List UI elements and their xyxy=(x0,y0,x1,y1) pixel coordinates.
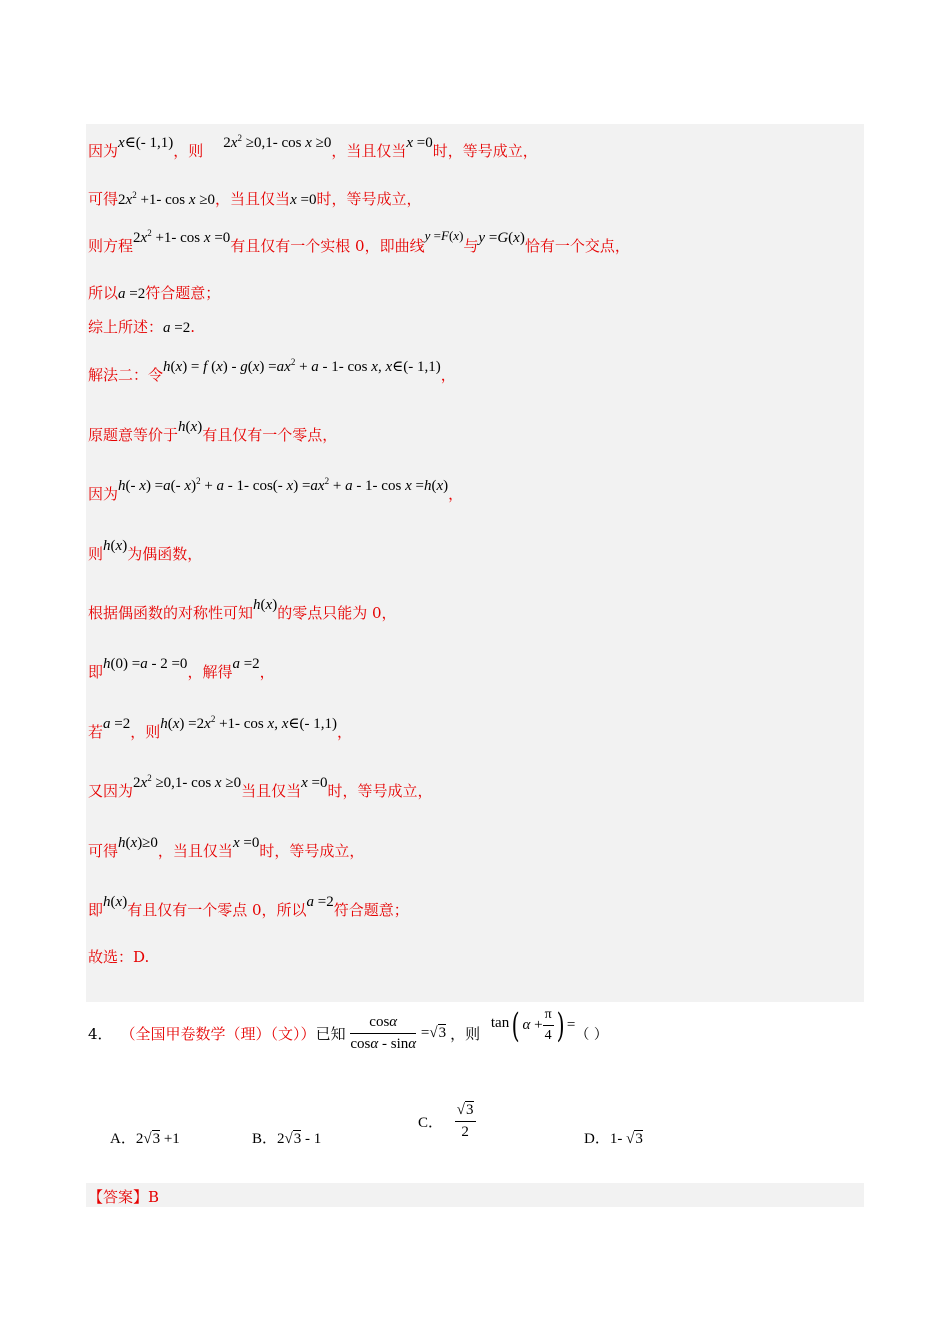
option-a xyxy=(110,1127,180,1148)
question-source: （全国甲卷数学（理）（文）） xyxy=(120,1025,316,1043)
answer-text: 【答案】B xyxy=(88,1188,160,1206)
option-label: C． xyxy=(418,1115,444,1131)
option-c-math: $\frac{√3}{2}$ xyxy=(456,1102,474,1140)
math-hx-geq-0: h(x)≥0 xyxy=(118,835,158,851)
text: 又因为 xyxy=(88,782,134,800)
solution-line-4 xyxy=(88,282,220,303)
text: 解法二：令 xyxy=(88,366,164,384)
math-pi-over-4: $\frac{\pi}{4}$ xyxy=(544,1007,552,1043)
text: ， xyxy=(259,663,275,681)
math-expression: $2x^2 +1-$ cos x ≥0 xyxy=(118,190,216,208)
text: 符合题意； xyxy=(145,284,221,302)
text: 与 xyxy=(463,237,479,255)
solution-line-14 xyxy=(88,835,365,861)
text: ，则 xyxy=(450,1025,481,1043)
solution-line-5 xyxy=(88,316,195,337)
solution-line-13 xyxy=(88,773,433,801)
option-label: A． xyxy=(110,1131,136,1147)
math-a-eq-2: a =2 xyxy=(232,656,260,672)
solution-line-3 xyxy=(88,228,630,256)
text: 有且仅有一个实根 0，即曲线 xyxy=(230,237,425,255)
option-a-math: 2√3 +1 xyxy=(135,1131,180,1147)
option-d-math: 1- √3 xyxy=(609,1131,643,1147)
text: 为偶函数， xyxy=(127,545,203,563)
text: ，当且仅当 xyxy=(215,190,291,208)
text: 根据偶函数的对称性可知 xyxy=(88,604,254,622)
question-4 xyxy=(88,1005,608,1053)
text: 因为 xyxy=(88,485,119,503)
math-h0: h(0) =a - 2 =0 xyxy=(103,656,188,672)
math-x-eq-0: x =0 xyxy=(290,192,317,208)
math-a-eq-2: a =2 xyxy=(163,320,191,336)
text: ， xyxy=(440,366,456,384)
text: ，则 xyxy=(173,142,204,160)
option-label: B． xyxy=(252,1131,278,1147)
text: 即 xyxy=(88,901,104,919)
text: 原题意等价于 xyxy=(88,426,179,444)
math-h-definition: h(x) = f $(x) - g(x) =ax^2 + a - 1-$ cos x, x∈(- 1,1) xyxy=(163,357,441,375)
math-hx: h(x) xyxy=(103,538,128,554)
solution-line-9 xyxy=(88,538,203,564)
math-cos-fraction: $\frac{\cos\alpha}{\cos\alpha - \sin\alpha}$ xyxy=(350,1014,417,1052)
solution-line-8 xyxy=(88,476,464,504)
option-label: D． xyxy=(584,1131,610,1147)
math-a-eq-2: a =2 xyxy=(103,716,131,732)
math-a-eq-2: a =2 xyxy=(306,894,334,910)
solution-line-2 xyxy=(88,188,421,209)
text: ，当且仅当 xyxy=(157,842,233,860)
solution-line-1 xyxy=(88,133,538,161)
text: 故选：D. xyxy=(88,948,150,966)
text: 有且仅有一个零点 0，所以 xyxy=(127,901,307,919)
text: 综上所述： xyxy=(88,318,164,336)
option-c xyxy=(418,1102,476,1141)
math-y-eq-Gx: y =G(x) xyxy=(478,230,525,246)
text: ， xyxy=(336,723,352,741)
math-hx: h(x) xyxy=(178,419,203,435)
text: 符合题意； xyxy=(333,901,409,919)
text: 则方程 xyxy=(88,237,134,255)
solution-line-15 xyxy=(88,894,409,920)
text: 因为 xyxy=(88,142,119,160)
math-h-even-proof: h(- x) =a(- x)$^2$ + a - 1- cos(- $x) =ax^2 + a - 1-$ cos x =h(x) xyxy=(118,476,449,494)
math-hx: h(x) xyxy=(253,597,278,613)
math-alpha: α + xyxy=(522,1017,543,1033)
text: 可得 xyxy=(88,190,119,208)
math-x-in-interval: x∈(- 1,1) xyxy=(118,135,174,151)
text: 恰有一个交点， xyxy=(524,237,630,255)
solution-line-10 xyxy=(88,597,397,623)
math-x-eq-0: x =0 xyxy=(406,135,433,151)
text: 时，等号成立， xyxy=(432,142,538,160)
text: 所以 xyxy=(88,284,119,302)
text: 若 xyxy=(88,723,104,741)
question-number: 4． xyxy=(88,1025,113,1043)
text: 即 xyxy=(88,663,104,681)
option-b-math: 2√3 - 1 xyxy=(277,1131,322,1147)
text: 有且仅有一个零点， xyxy=(202,426,338,444)
solution-conclusion xyxy=(88,946,149,967)
math-eq-sqrt3: =√3 xyxy=(420,1025,447,1041)
text: 时，等号成立， xyxy=(327,782,433,800)
solution-line-7 xyxy=(88,419,338,445)
text: . xyxy=(190,318,196,336)
text: 的零点只能为 0， xyxy=(277,604,397,622)
math-inequalities: $2x^2 \ge 0,1-$ cos x ≥0 xyxy=(223,133,332,151)
text: 时，等号成立， xyxy=(316,190,422,208)
math-paren: ) xyxy=(556,1005,565,1046)
math-x-eq-0: x =0 xyxy=(301,775,328,791)
math-y-eq-Fx: y =F(x) xyxy=(424,228,464,243)
math-hx: h(x) xyxy=(103,894,128,910)
math-equals: = xyxy=(566,1017,576,1033)
text: 当且仅当 xyxy=(241,782,302,800)
text: 可得 xyxy=(88,842,119,860)
math-x-eq-0: x =0 xyxy=(232,835,260,851)
text: ，则 xyxy=(130,723,161,741)
math-tan: tan xyxy=(490,1015,510,1031)
text: 则 xyxy=(88,545,104,563)
math-inequalities: $2x^2 \ge 0,1-$ cos x ≥0 xyxy=(133,773,242,791)
text: 时，等号成立， xyxy=(259,842,365,860)
text: ，解得 xyxy=(187,663,233,681)
text: ，当且仅当 xyxy=(331,142,407,160)
text: ， xyxy=(448,485,464,503)
math-hx-expression: $h(x) =2x^2 +1-$ cos x, x∈(- 1,1) xyxy=(160,714,337,732)
text: 已知 xyxy=(315,1025,346,1043)
answer-block xyxy=(86,1183,864,1207)
math-a-eq-2: a =2 xyxy=(118,286,146,302)
solution-line-11 xyxy=(88,656,275,682)
option-b xyxy=(252,1127,321,1148)
solution-line-6 xyxy=(88,357,456,385)
option-d xyxy=(584,1127,643,1148)
math-paren: ( xyxy=(511,1005,520,1046)
answer-blank: （ ） xyxy=(575,1026,608,1043)
math-equation: $2x^2 +1-$ cos x =0 xyxy=(133,228,231,246)
solution-line-12 xyxy=(88,714,352,742)
